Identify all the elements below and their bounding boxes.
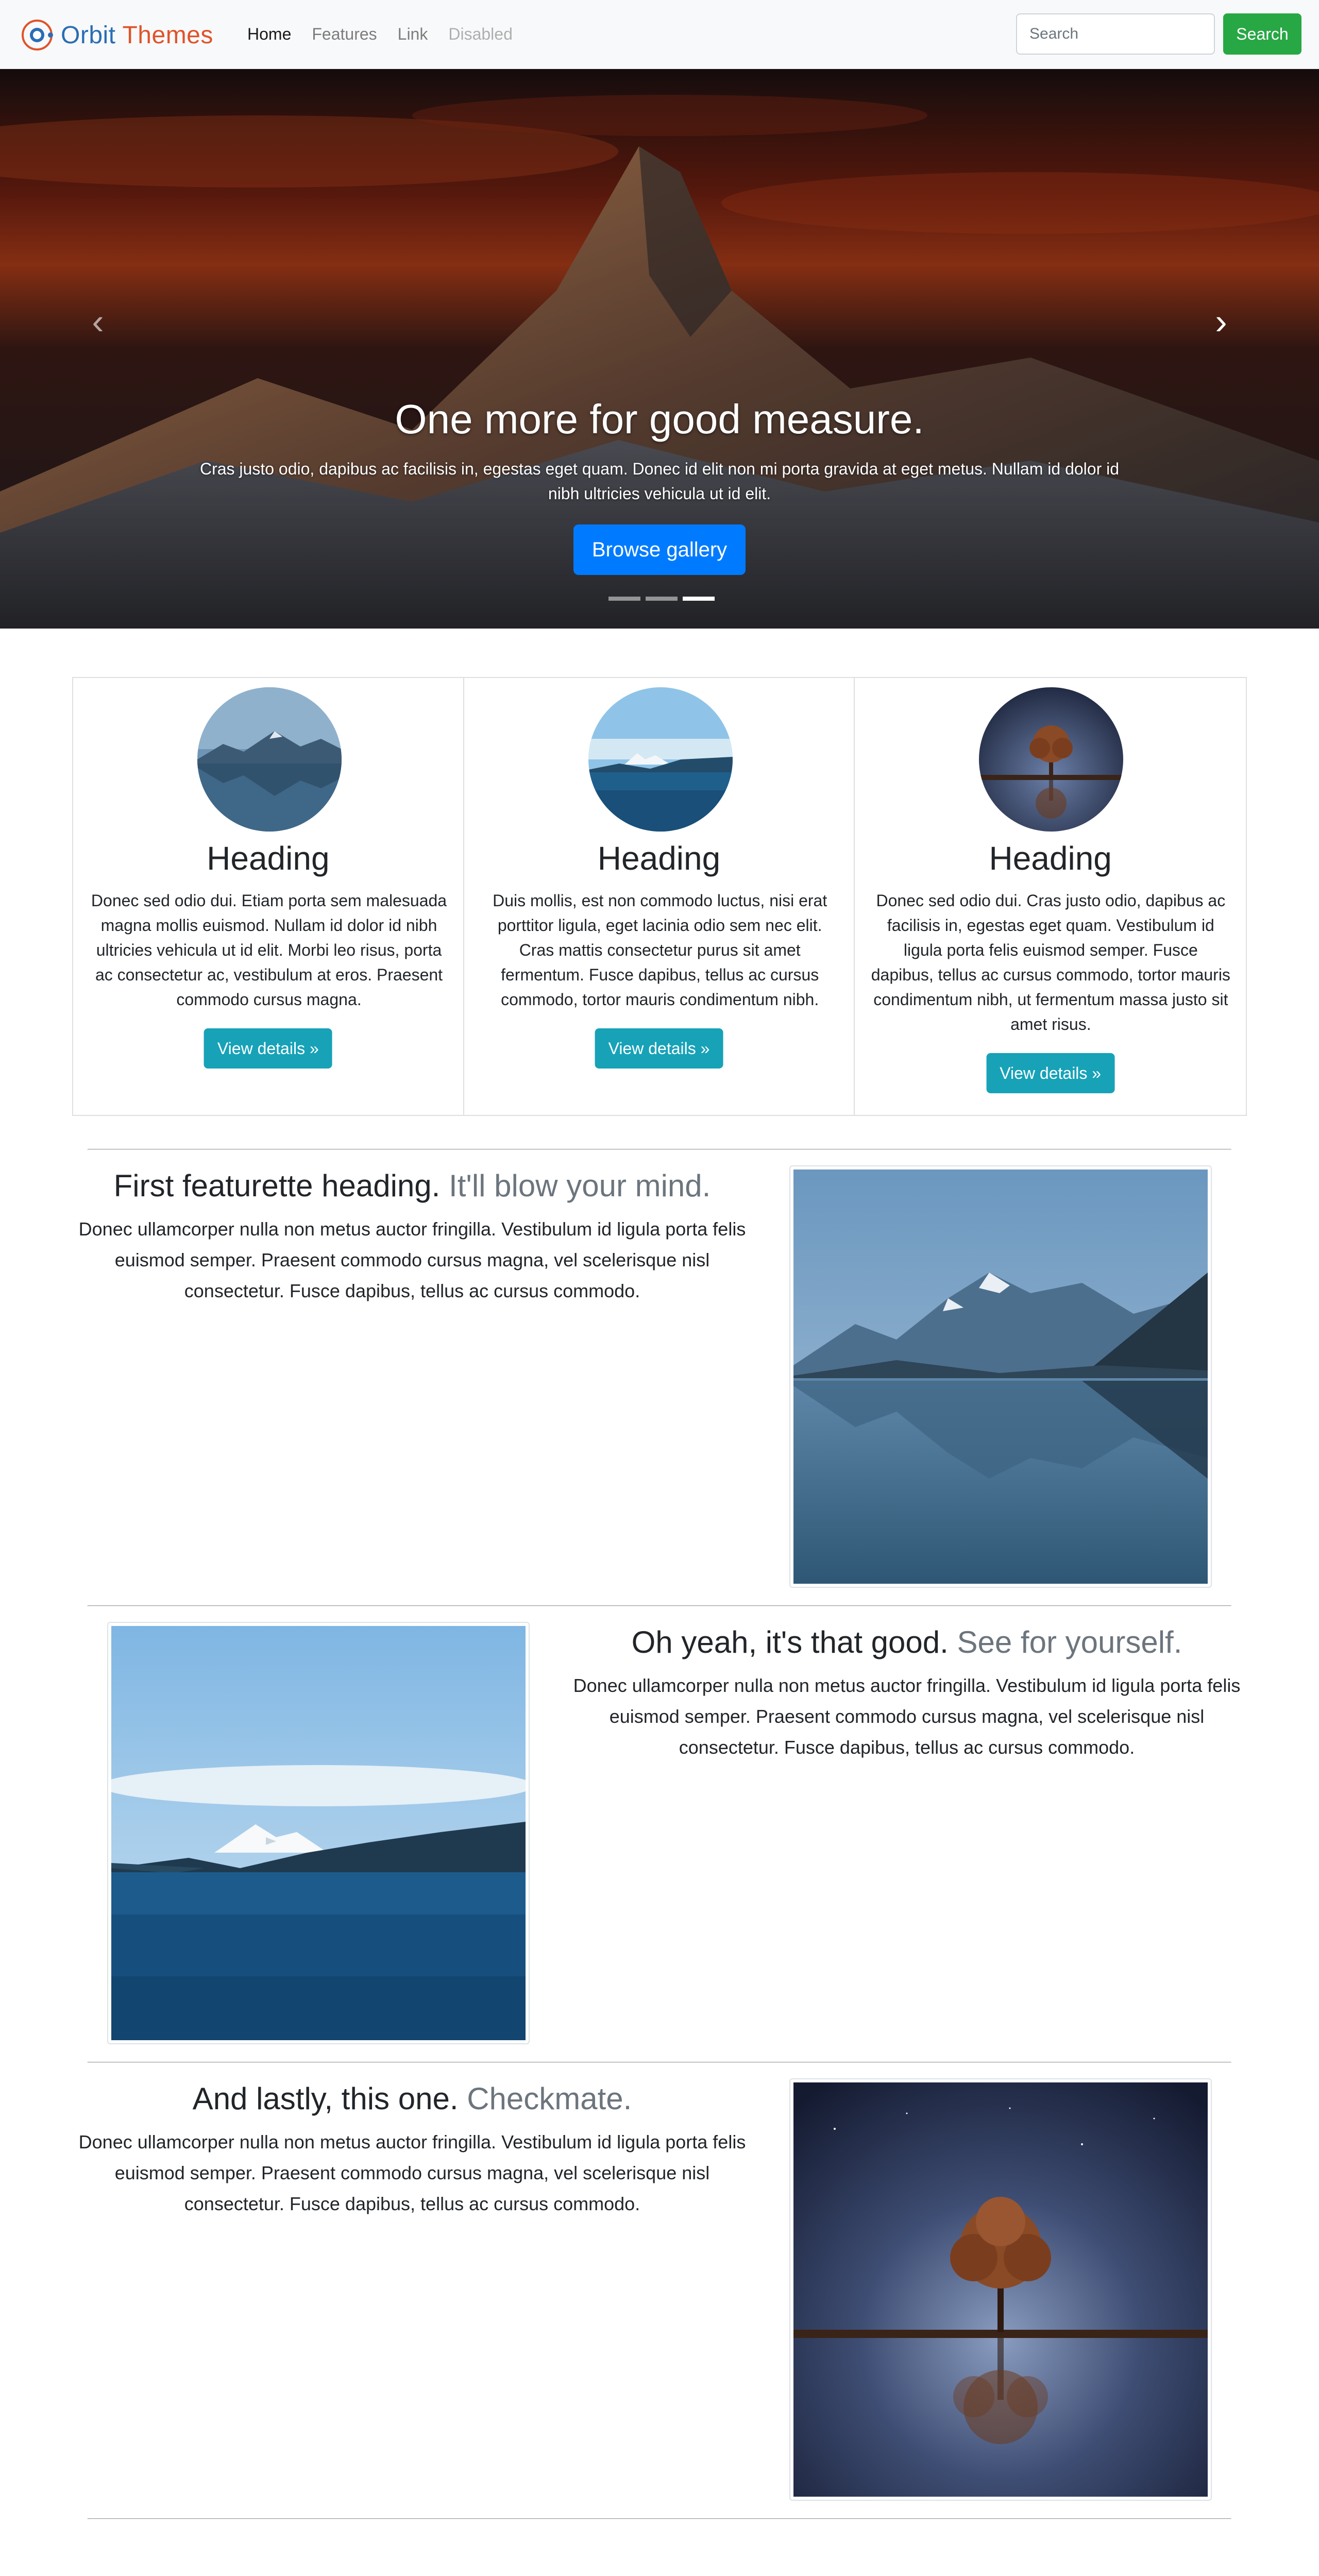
featurette-image-sea-mountain (107, 1622, 530, 2044)
featurette-lead: Donec ullamcorper nulla non metus auctor fringilla. Vestibulum id ligula porta felis euismod semper. Praesent commodo cursus magna, vel scelerisque nisl consectetur. Fusce dapibus, tellus ac cursus commodo. (78, 2131, 746, 2214)
search-button[interactable]: Search (1223, 13, 1301, 55)
featurette-text (572, 1622, 1242, 1763)
carousel-caption (185, 394, 1134, 575)
brand-themes: Themes (122, 21, 213, 49)
featurette-heading-main: And lastly, this one. (192, 2081, 459, 2116)
nav-link-features[interactable]: Features (312, 25, 377, 43)
featurette-heading-main: Oh yeah, it's that good. (631, 1625, 949, 1659)
card-text: Duis mollis, est non commodo luctus, nisi erat porttitor ligula, eget lacinia odio sem nec elit. Cras mattis consectetur purus sit amet fermentum. Fusce dapibus, tellus ac cursus commodo, tortor mauris condimentum nibh. (493, 891, 827, 1009)
nav-link-link[interactable]: Link (397, 25, 428, 43)
card-group (72, 677, 1247, 1116)
featurette-heading-muted: Checkmate. (467, 2081, 632, 2116)
divider (88, 2518, 1231, 2519)
view-details-button[interactable]: View details » (595, 1028, 723, 1069)
brand-link[interactable] (20, 18, 213, 53)
nav-links (247, 23, 533, 45)
carousel-indicator[interactable] (646, 597, 678, 601)
carousel-indicator-active[interactable] (683, 597, 715, 601)
featurette-heading (77, 2078, 747, 2120)
card-image-lake-mountains (197, 687, 342, 832)
card-image-tree-night (979, 687, 1123, 832)
featurette-heading-muted: See for yourself. (957, 1625, 1182, 1659)
featurette-heading-muted: It'll blow your mind. (449, 1168, 711, 1203)
carousel-indicators (606, 597, 717, 601)
hero-carousel (0, 69, 1319, 629)
card-text: Donec sed odio dui. Etiam porta sem malesuada magna mollis euismod. Nullam id dolor id nibh ultricies vehicula ut id elit. Morbi leo risus, porta ac consectetur ac, vestibulum at eros. Praesent commodo cursus magna. (91, 891, 447, 1009)
view-details-button[interactable]: View details » (986, 1053, 1114, 1093)
carousel-next-button[interactable] (1190, 296, 1252, 347)
featurette-text (77, 1165, 747, 1307)
card-heading: Heading (207, 840, 330, 877)
featurette-heading (77, 1165, 747, 1207)
divider (88, 1605, 1231, 1606)
chevron-left-icon: ‹ (92, 301, 104, 342)
search-input[interactable] (1016, 13, 1215, 55)
carousel-prev-button[interactable] (67, 296, 129, 347)
card-text: Donec sed odio dui. Cras justo odio, dapibus ac facilisis in, egestas eget quam. Vestibulum id ligula porta felis euismod semper. Fusce dapibus, tellus ac cursus commodo, tortor mauris condimentum nibh, ut fermentum massa justo sit amet risus. (871, 891, 1230, 1033)
card (464, 678, 855, 1115)
divider (88, 2062, 1231, 2063)
featurette-heading-main: First featurette heading. (113, 1168, 441, 1203)
nav-link-home[interactable]: Home (247, 25, 292, 43)
featurette-image-lake-mountains (789, 1165, 1212, 1588)
browse-gallery-button[interactable]: Browse gallery (573, 524, 746, 575)
view-details-button[interactable]: View details » (204, 1028, 332, 1069)
featurette-image-tree-night (789, 2078, 1212, 2501)
divider (88, 1149, 1231, 1150)
featurette-heading (572, 1622, 1242, 1663)
orbit-logo-icon (20, 18, 55, 53)
featurette-lead: Donec ullamcorper nulla non metus auctor fringilla. Vestibulum id ligula porta felis euismod semper. Praesent commodo cursus magna, vel scelerisque nisl consectetur. Fusce dapibus, tellus ac cursus commodo. (573, 1675, 1241, 1758)
chevron-right-icon: › (1215, 301, 1227, 342)
navbar (0, 0, 1319, 69)
carousel-indicator[interactable] (608, 597, 640, 601)
card-image-sea-mountain (588, 687, 733, 832)
card-heading: Heading (597, 840, 721, 877)
featurette-lead: Donec ullamcorper nulla non metus auctor fringilla. Vestibulum id ligula porta felis euismod semper. Praesent commodo cursus magna, vel scelerisque nisl consectetur. Fusce dapibus, tellus ac cursus commodo. (78, 1218, 746, 1301)
card (73, 678, 464, 1115)
card (855, 678, 1246, 1115)
brand-name (61, 21, 213, 49)
nav-link-disabled: Disabled (448, 25, 513, 43)
brand-orbit: Orbit (61, 21, 116, 49)
carousel-title: One more for good measure. (395, 396, 924, 442)
featurette-text (77, 2078, 747, 2219)
card-heading: Heading (989, 840, 1112, 877)
carousel-text: Cras justo odio, dapibus ac facilisis in, egestas eget quam. Donec id elit non mi porta gravida at eget metus. Nullam id dolor id nibh ultricies vehicula ut id elit. (199, 460, 1120, 503)
